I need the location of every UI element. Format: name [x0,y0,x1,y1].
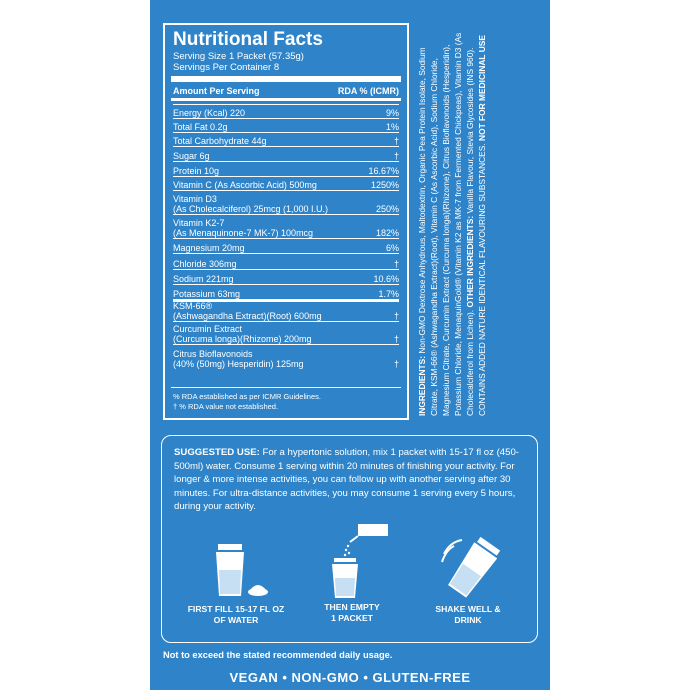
nutrition-row [173,214,399,238]
nutrient-rda: 10.6% [373,274,399,284]
nutrition-row [173,161,399,176]
nutrition-facts-box [163,23,409,420]
step-fill-label: FIRST FILL 15-17 FL OZ OF WATER [187,604,285,625]
footnote-dagger: † % RDA value not established. [173,402,279,411]
header-amount: Amount Per Serving [173,86,260,96]
step-empty-label: THEN EMPTY 1 PACKET [324,602,380,623]
nutrition-row [173,299,399,321]
not-medicinal: NOT FOR MEDICINAL USE [477,35,487,141]
nutrient-rda: † [393,259,399,269]
nutrient-name: Curcumin Extract (Curcuma longa)(Rhizome) 200mg [173,324,312,344]
nutrient-rda: † [393,311,399,321]
nutrient-name: Protein 10g [173,166,220,176]
nutrient-name: Vitamin D3 (As Cholecalciferol) 25mcg (1,000 I.U.) [173,194,329,214]
nutrient-rda: † [393,334,399,344]
ingredients-list: Non-GMO Dextrose Anhydrous, Maltodextrin, Organic Pea Protein Isolate, Sodium Citrate, KSM-66® (Ashwagandha Extract)(Root), Vitamin C (As Ascorbic Acid), Sodium Chloride, Magnesium Citrate, Curcumin Extract (Curcuma longa)(Rhizome), Citrus Bioflavonoids (Hesperidin), Potassium Chloride, MenaquinGold® (Vitamin K2 as MK-7 from Fermented Chickpeas), Vitamin D3 (As Cholecalciferol from Lichen). [417,32,475,416]
nutrition-row [173,146,399,161]
nutrition-header [173,86,399,96]
other-ingredients-list: Vanilla Flavour, Stevia Glycosides (INS 960). [465,47,475,214]
suggested-use-text [174,446,525,514]
nutrient-name: KSM-66® (Ashwagandha Extract)(Root) 600mg [173,301,322,321]
thick-rule [171,98,401,101]
nutrition-row [173,321,399,344]
nutrient-rda: 9% [385,108,399,118]
nutrient-rda: † [393,359,399,369]
header-rda: RDA % (ICMR) [337,86,399,96]
nutrition-row [173,104,399,118]
step-empty [292,522,412,624]
other-ingredients-label: OTHER INGREDIENTS: [465,215,475,308]
nutrition-row [173,176,399,190]
suggested-use-box [161,435,538,643]
packet-pour-icon [312,522,392,600]
step-fill [176,538,296,626]
nutrient-name: Chloride 306mg [173,259,237,269]
nutrition-row [173,190,399,214]
nutrition-row [173,132,399,146]
step-shake-label: SHAKE WELL & DRINK [435,604,501,625]
nutrient-rda: † [393,136,399,146]
nutrient-rda: 1.7% [378,289,399,299]
nutrient-rda: 6% [385,243,399,253]
nutrient-rda: 1250% [370,180,399,190]
serving-size: Serving Size 1 Packet (57.35g) [173,51,304,62]
shaker-bottle-icon [196,538,276,600]
nutrient-rda: 16.67% [368,166,399,176]
nutrition-row [173,284,399,299]
nutrient-rda: † [393,151,399,161]
product-claims: VEGAN • NON-GMO • GLUTEN-FREE [229,670,471,685]
nutrition-row [173,253,399,269]
nutrition-row [173,238,399,253]
nutrient-name: Citrus Bioflavonoids (40% (50mg) Hesperidin) 125mg [173,349,304,369]
nutrient-name: Sodium 221mg [173,274,234,284]
nutrient-name: Potassium 63mg [173,289,241,299]
nutrient-name: Sugar 6g [173,151,210,161]
usage-disclaimer: Not to exceed the stated recommended daily usage. [163,650,393,660]
ingredients-text [414,23,534,420]
nutrient-name: Vitamin C (As Ascorbic Acid) 500mg [173,180,317,190]
footnote-rda: % RDA established as per ICMR Guidelines. [173,392,321,401]
nutrient-name: Total Carbohydrate 44g [173,136,267,146]
nutrient-name: Total Fat 0.2g [173,122,228,132]
servings-per-container: Servings Per Container 8 [173,62,280,73]
ingredients-label: INGREDIENTS: [417,355,427,416]
nutrient-name: Energy (Kcal) 220 [173,108,246,118]
rule [171,387,401,388]
nutrient-rda: 1% [385,122,399,132]
nutrient-name: Vitamin K2-7 (As Menaquinone-7 MK-7) 100mcg [173,218,314,238]
thick-rule [171,76,401,82]
suggested-use-body: For a hypertonic solution, mix 1 packet with 15-17 fl oz (450-500ml) water. Consume 1 serving within 20 minutes of finishing your activity. For longer & more intense activities, you can follow up with another serving after 30 minutes. For ultra-distance activities, you may consume 1 serving every 5 hours, during your activity. [174,447,519,512]
shake-bottle-icon [428,534,508,600]
nutrition-row [173,118,399,132]
nutrient-rda: 250% [375,204,399,214]
suggested-use-label: SUGGESTED USE: [174,447,260,458]
contains-statement: CONTAINS ADDED NATURE IDENTICAL FLAVOURING SUBSTANCES. [477,143,487,416]
nutrient-rda: 182% [375,228,399,238]
nutrition-row [173,269,399,284]
ingredients-panel [414,23,534,420]
nutrition-row [173,344,399,369]
nutrition-title: Nutritional Facts [173,29,323,50]
nutrient-name: Magnesium 20mg [173,243,245,253]
step-shake [408,534,528,626]
